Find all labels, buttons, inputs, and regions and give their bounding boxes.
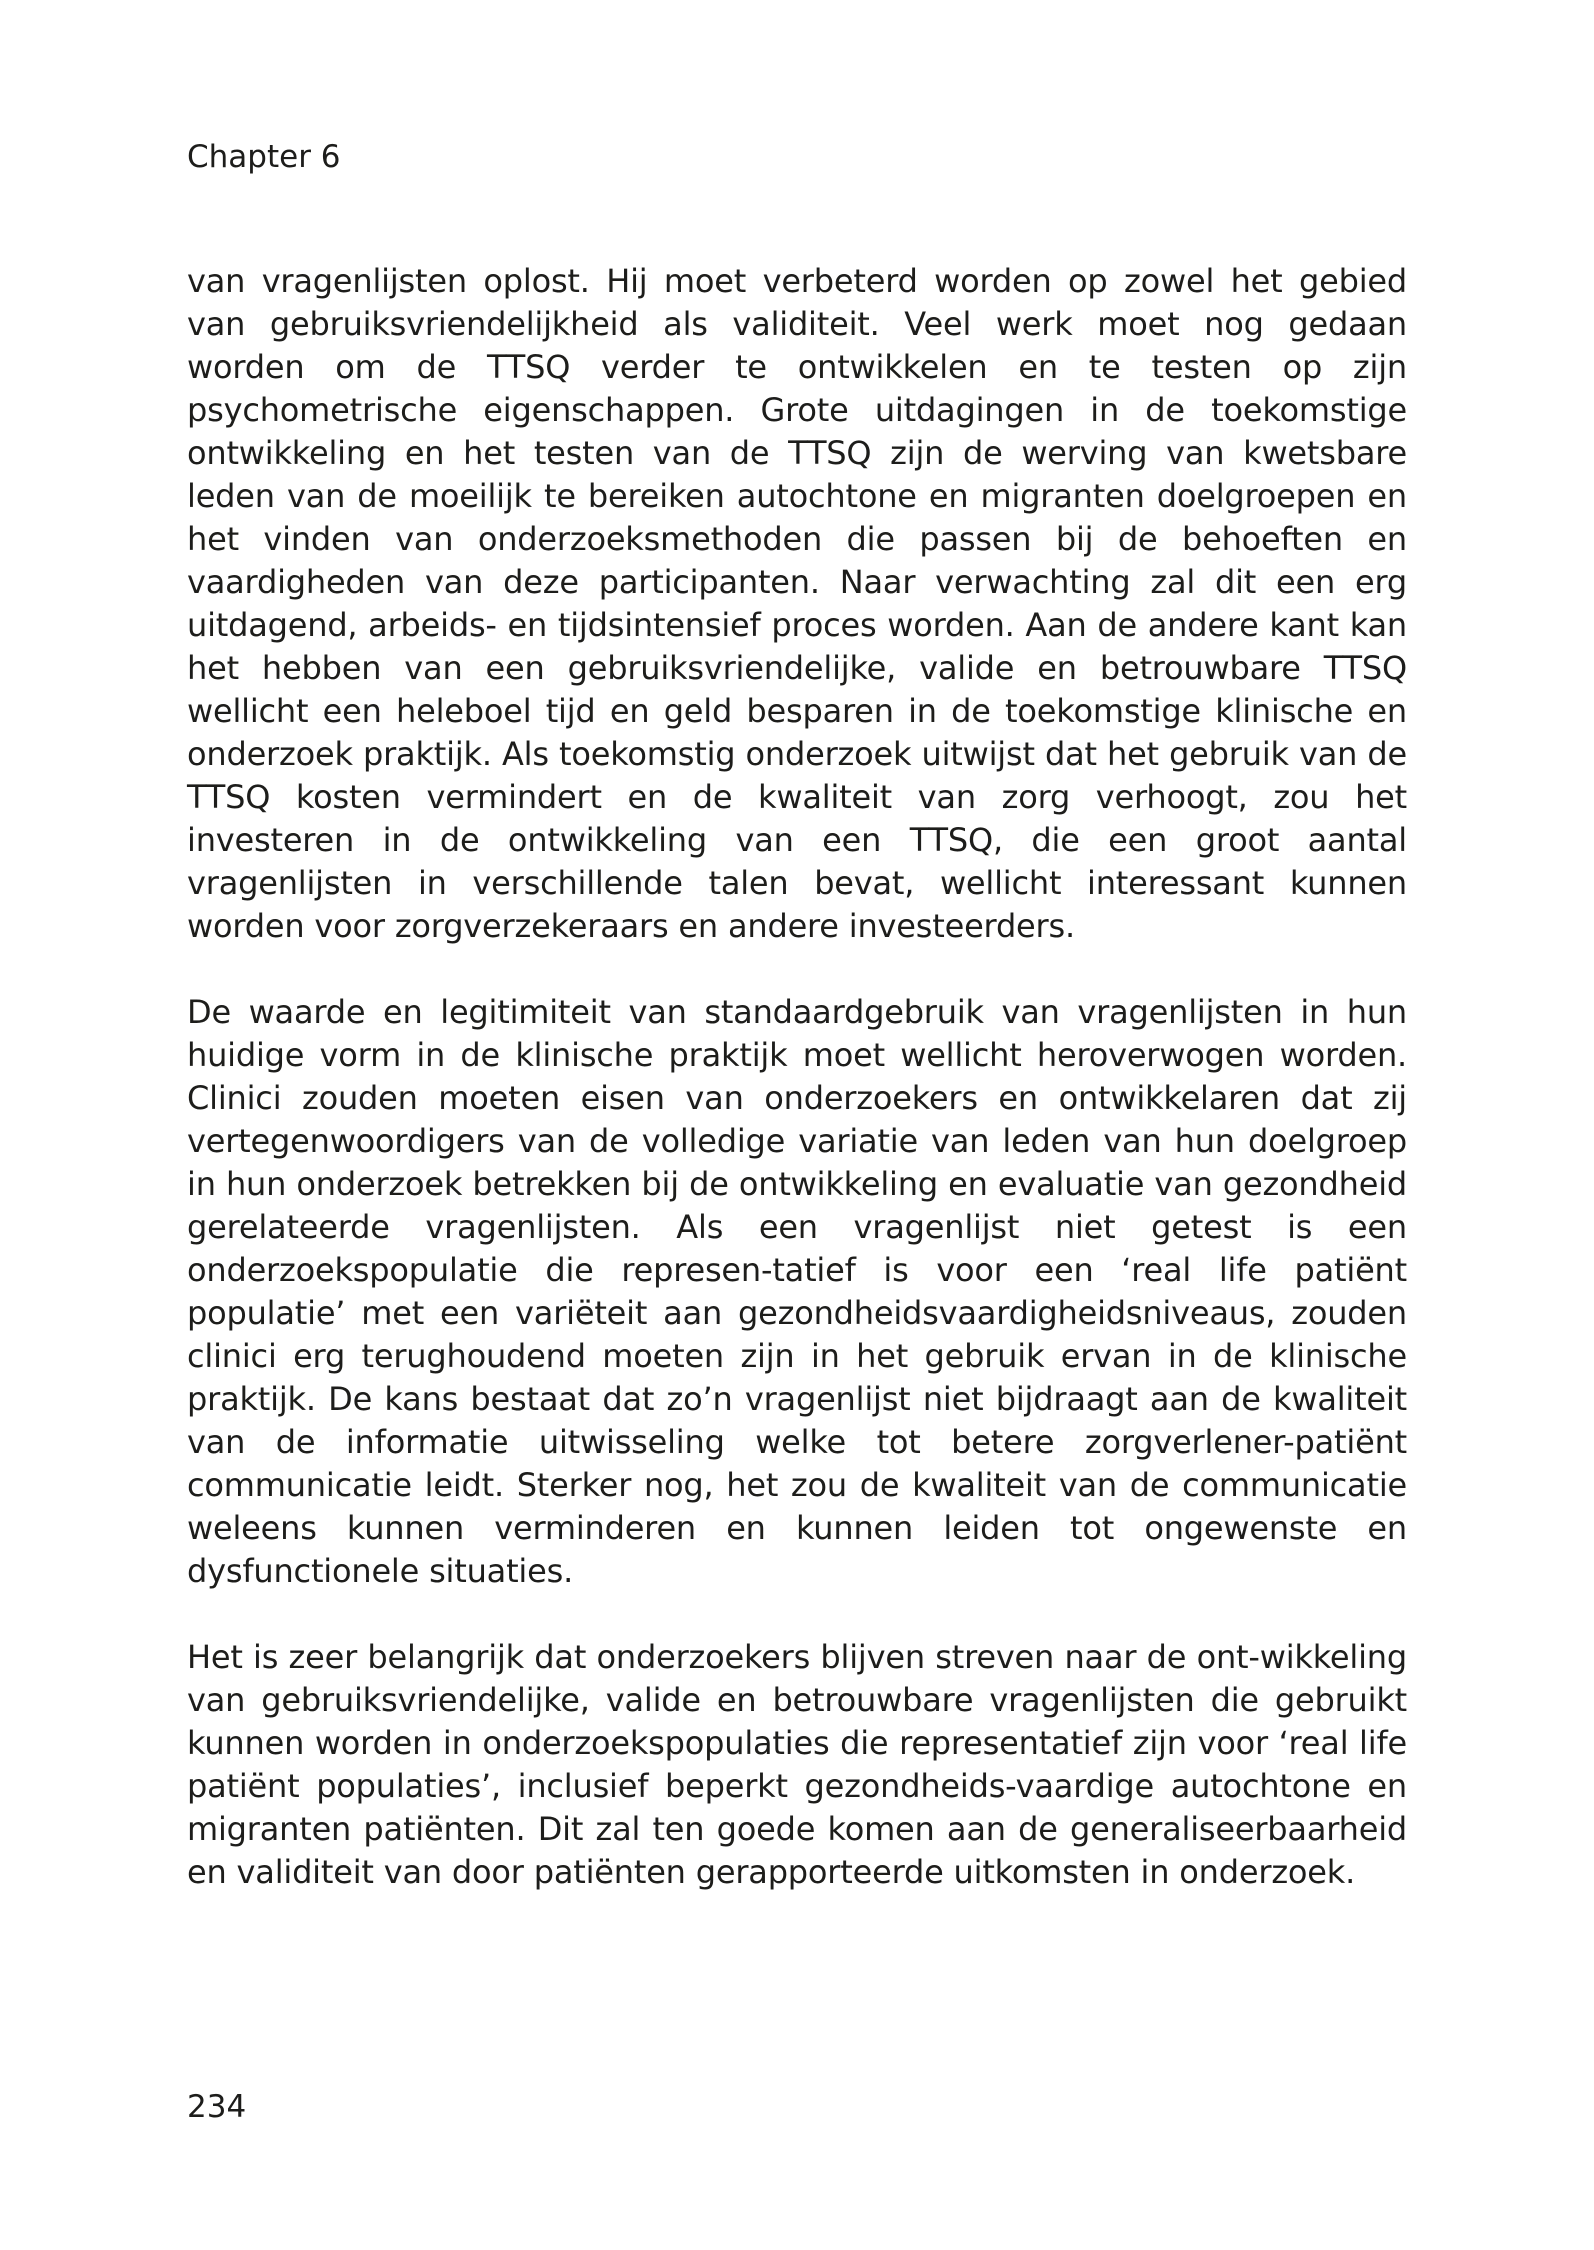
paragraph-ttsq-development: van vragenlijsten oplost. Hij moet verbeterd worden op zowel het gebied van gebruiksvriendelijkheid als validiteit. Veel werk moet nog gedaan worden om de TTSQ verder te ontwikkelen en te testen op zijn psychometrische eigenschappen. Grote uitdagingen in de toekomstige ontwikkeling en het testen van de TTSQ zijn de werving van kwetsbare leden van de moeilijk te bereiken autochtone en migranten doelgroepen en het vinden van onderzoeksmethoden die passen bij de behoeften en vaardigheden van deze participanten. Naar verwachting zal dit een erg uitdagend, arbeids- en tijdsintensief proces worden. Aan de andere kant kan het hebben van een gebruiksvriendelijke, valide en betrouwbare TTSQ wellicht een heleboel tijd en geld besparen in de toekomstige klinische en onderzoek praktijk. Als toekomstig onderzoek uitwijst dat het gebruik van de TTSQ kosten vermindert en de kwaliteit van zorg verhoogt, zou het investeren in de ontwikkeling van een TTSQ, die een groot aantal vragenlijsten in verschillende talen bevat, wellicht interessant kunnen worden voor zorgverzekeraars en andere investeerders.: [187, 262, 1407, 945]
body-text: [187, 260, 1407, 1937]
page-number: 234: [187, 2089, 247, 2125]
paragraph-clinical-practice: De waarde en legitimiteit van standaardgebruik van vragenlijsten in hun huidige vorm in de klinische praktijk moet wellicht heroverwogen worden. Clinici zouden moeten eisen van onderzoekers en ontwikkelaren dat zij vertegenwoordigers van de volledige variatie van leden van hun doelgroep in hun onderzoek betrekken bij de ontwikkeling en evaluatie van gezondheid gerelateerde vragenlijsten. Als een vragenlijst niet getest is een onderzoekspopulatie die represen-tatief is voor een ‘real life patiënt populatie’ met een variëteit aan gezondheidsvaardigheidsniveaus, zouden clinici erg terughoudend moeten zijn in het gebruik ervan in de klinische praktijk. De kans bestaat dat zo’n vragenlijst niet bijdraagt aan de kwaliteit van de informatie uitwisseling welke tot betere zorgverlener-patiënt communicatie leidt. Sterker nog, het zou de kwaliteit van de communicatie weleens kunnen verminderen en kunnen leiden tot ongewenste en dysfunctionele situaties.: [187, 993, 1407, 1590]
chapter-running-head: Chapter 6: [187, 139, 341, 175]
paragraph-future-research: Het is zeer belangrijk dat onderzoekers blijven streven naar de ont-wikkeling van gebruiksvriendelijke, valide en betrouwbare vragenlijsten die gebruikt kunnen worden in onderzoekspopulaties die representatief zijn voor ‘real life patiënt populaties’, inclusief beperkt gezondheids-vaardige autochtone en migranten patiënten. Dit zal ten goede komen aan de generaliseerbaarheid en validiteit van door patiënten gerapporteerde uitkomsten in onderzoek.: [187, 1638, 1407, 1891]
